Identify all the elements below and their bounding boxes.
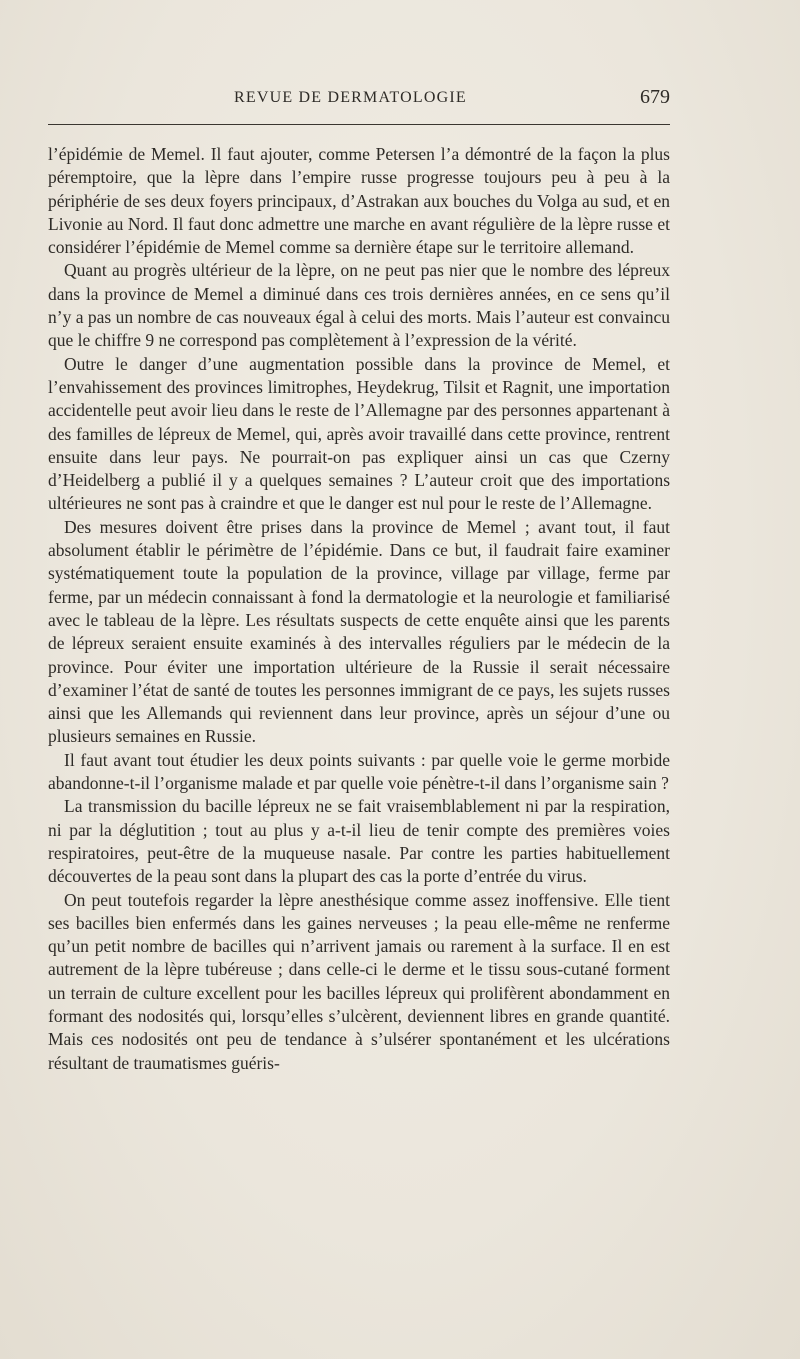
- paragraph: l’épidémie de Memel. Il faut ajouter, comme Petersen l’a démontré de la façon la plus péremptoire, que la lèpre dans l’empire russe progresse toujours peu à peu à la périphérie de ses deux foyers principaux, d’Astrakan aux bouches du Volga au sud, et en Livonie au Nord. Il faut donc admettre une marche en avant régulière de la lèpre russe et considérer l’épidémie de Memel comme sa dernière étape sur le territoire allemand.: [48, 144, 670, 258]
- paragraph: Outre le danger d’une augmentation possible dans la province de Memel, et l’envahissement des provinces limitrophes, Heydekrug, Tilsit et Ragnit, une importation accidentelle peut avoir lieu dans le reste de l’Allemagne par des personnes appartenant à des familles de lépreux de Memel, qui, après avoir travaillé dans cette province, rentrent ensuite dans leur pays. Ne pourrait-on pas expliquer ainsi un cas que Czerny d’Heidelberg a publié il y a quelques semaines ? L’auteur croit que des importations ultérieures ne sont pas à craindre et que le danger est nul pour le reste de l’Allemagne.: [48, 353, 670, 514]
- page-number: 679: [640, 86, 670, 108]
- paragraph: La transmission du bacille lépreux ne se fait vraisemblablement ni par la respiration, ni par la déglutition ; tout au plus y a-t-il lieu de tenir compte des premières voies respiratoires, peut-être de la muqueuse nasale. Par contre les parties habituellement découvertes de la peau sont dans la plupart des cas la porte d’entrée du virus.: [48, 796, 670, 887]
- paragraph: Il faut avant tout étudier les deux points suivants : par quelle voie le germe morbide abandonne-t-il l’organisme malade et par quelle voie pénètre-t-il dans l’organisme sain ?: [48, 749, 670, 794]
- header-rule: [48, 124, 670, 125]
- paragraph: Quant au progrès ultérieur de la lèpre, on ne peut pas nier que le nombre des lépreux dans la province de Memel a diminué dans ces trois dernières années, en ce sens qu’il n’y a pas un nombre de cas nouveaux égal à celui des morts. Mais l’auteur est convaincu que le chiffre 9 ne correspond pas complètement à l’expression de la vérité.: [48, 260, 670, 351]
- body-text: [48, 143, 670, 1075]
- paragraph: Des mesures doivent être prises dans la province de Memel ; avant tout, il faut absolument établir le périmètre de l’épidémie. Dans ce but, il faudrait faire examiner systématiquement toute la population de la province, village par village, ferme par ferme, par un médecin connaissant à fond la dermatologie et la neurologie et familiarisé avec le tableau de la lèpre. Les résultats suspects de cette enquête ainsi que les parents de lépreux seraient ensuite examinés à des intervalles réguliers par le médecin de la province. Pour éviter une importation ultérieure de la Russie il serait nécessaire d’examiner l’état de santé de toutes les personnes immigrant de ce pays, les sujets russes ainsi que les Allemands qui reviennent dans leur province, après un séjour d’une ou plusieurs semaines en Russie.: [48, 516, 670, 747]
- paragraph: On peut toutefois regarder la lèpre anesthésique comme assez inoffensive. Elle tient ses bacilles bien enfermés dans les gaines nerveuses ; la peau elle-même ne renferme qu’un petit nombre de bacilles qui n’arrivent jamais ou rarement à la surface. Il en est autrement de la lèpre tubéreuse ; dans celle-ci le derme et le tissu sous-cutané forment un terrain de culture excellent pour les bacilles lépreux qui prolifèrent abondamment en formant des nodosités qui, lorsqu’elles s’ulcèrent, deviennent libres en grande quantité. Mais ces nodosités ont peu de tendance à s’ulsérer spontanément et les ulcérations résultant de traumatismes guéris-: [48, 889, 670, 1073]
- running-title: REVUE DE DERMATOLOGIE: [234, 89, 467, 106]
- page-header: [48, 86, 670, 116]
